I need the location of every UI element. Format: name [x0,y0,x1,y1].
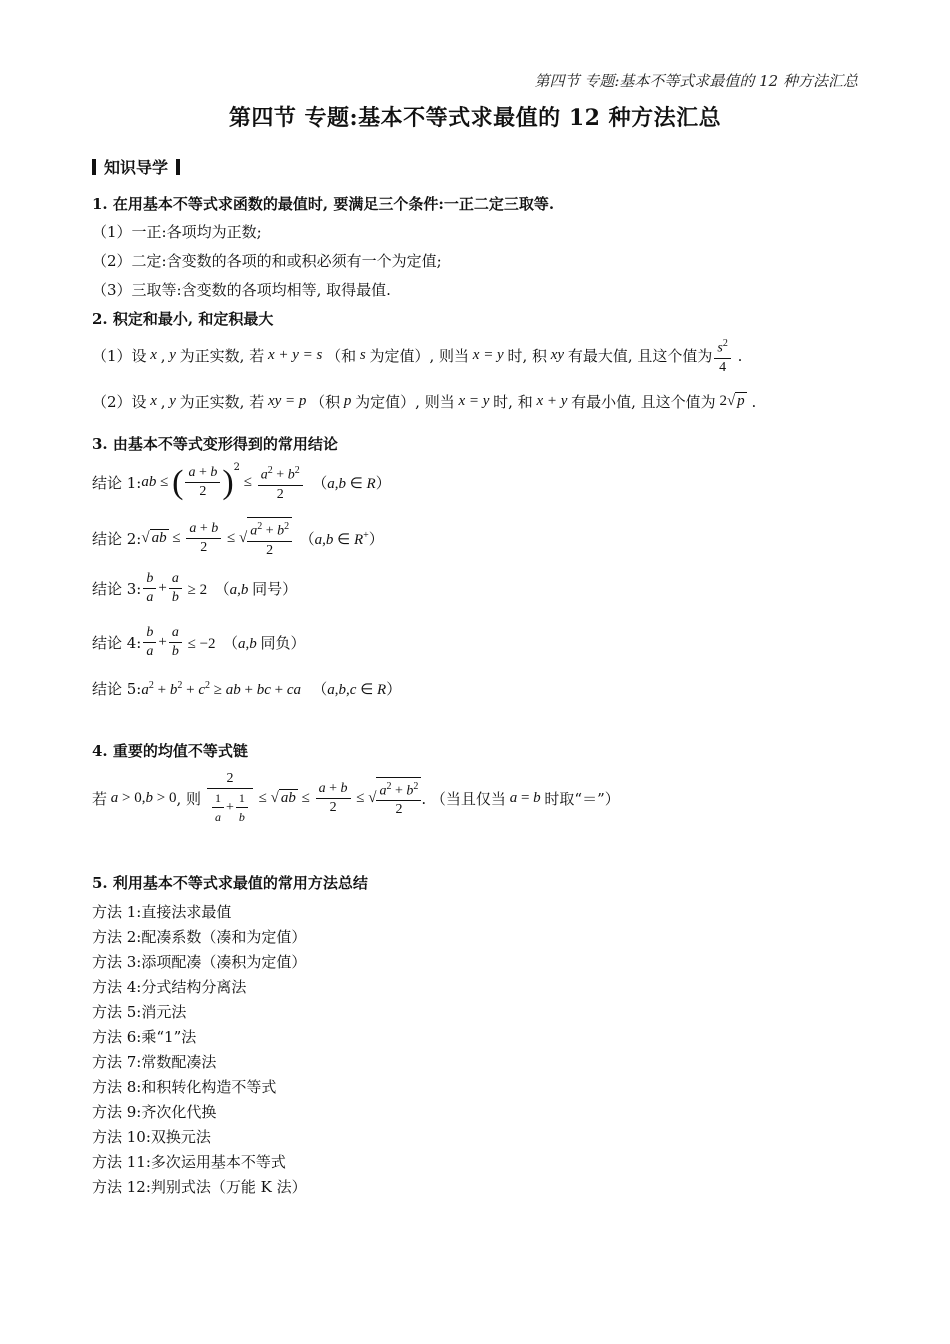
list-item: 方法 12:判别式法（万能 K 法） [92,1178,307,1196]
fraction-s2-over-4: $\frac{s^2}{4}$ [714,335,730,377]
section-2-line-2: （2）设 x , y 为正实数, 若 xy = p （积 p 为定值）, 则当 x = y 时, 和 x + y 有最小值, 且这个值为 2 √ p . [92,392,757,411]
list-item: 方法 5:消元法 [92,1003,187,1021]
list-item: 方法 7:常数配凑法 [92,1053,217,1071]
list-item: 方法 9:齐次化代换 [92,1103,217,1121]
conclusion-5: 结论 5: $a^2 + b^2 + c^2$ ≥ ab + bc + ca （a,b,c ∈ R） [92,680,402,698]
conclusion-2: 结论 2: √ ab ≤ $\frac{a + b}{2}$ ≤ √ $\frac{a^2 + b^2}{2}$ （a,b ∈ R+） [92,517,384,560]
banner-bar-right-icon [176,159,180,175]
list-item: 方法 6:乘“1”法 [92,1028,197,1046]
conclusion-3: 结论 3: $\frac{b}{a}$ + $\frac{a}{b}$ ≥ 2 （a,b 同号） [92,571,298,605]
section-2-heading: 2. 积定和最小, 和定积最大 [92,310,274,328]
list-item: 方法 10:双换元法 [92,1128,211,1146]
section-1-heading: 1. 在用基本不等式求函数的最值时, 要满足三个条件:一正二定三取等. [92,195,555,213]
conclusion-1: 结论 1: ab ≤ ( $\frac{a + b}{2}$ ) $^2$ ≤ $\frac{a^2 + b^2}{2}$ （a,b ∈ R） [92,462,391,502]
section-4-heading: 4. 重要的均值不等式链 [92,742,248,760]
running-header: 第四节 专题:基本不等式求最值的 12 种方法汇总 [534,72,858,90]
list-item: 方法 2:配凑系数（凑和为定值） [92,928,307,946]
section-3-heading: 3. 由基本不等式变形得到的常用结论 [92,435,338,453]
section-1-item: （2）二定:含变数的各项的和或积必须有一个为定值; [92,252,442,270]
conclusion-4: 结论 4: $\frac{b}{a}$ + $\frac{a}{b}$ ≤ −2 （a,b 同负） [92,625,306,659]
mean-inequality-chain: 若 a > 0,b > 0 , 则 2 $\frac{1}{a}$ + $\frac{1}{b}$ ≤ √ ab ≤ $\frac{a + b}{2}$ ≤ √ $\frac{a^2 + b^2}{2}$ . （当且仅当 a = b 时取“＝”） [92,771,620,824]
list-item: 方法 1:直接法求最值 [92,903,232,921]
list-item: 方法 3:添项配凑（凑积为定值） [92,953,307,971]
list-item: 方法 4:分式结构分离法 [92,978,247,996]
section-2-line-1: （1）设 x , y 为正实数, 若 x + y = s （和 s 为定值）, 则当 x = y 时, 积 xy 有最大值, 且这个值为 $\frac{s^2}{4}$ . [92,335,742,377]
section-banner-label: 知识导学 [104,158,169,177]
banner-bar-left-icon [92,159,96,175]
list-item: 方法 8:和积转化构造不等式 [92,1078,277,1096]
page-title: 第四节 专题:基本不等式求最值的 12 种方法汇总 [228,105,722,131]
methods-list [92,900,307,1200]
section-5-heading: 5. 利用基本不等式求最值的常用方法总结 [92,874,368,892]
section-1-item: （1）一正:各项均为正数; [92,223,262,241]
section-banner [92,155,188,178]
list-item: 方法 11:多次运用基本不等式 [92,1153,286,1171]
section-1-item: （3）三取等:含变数的各项均相等, 取得最值. [92,281,391,299]
